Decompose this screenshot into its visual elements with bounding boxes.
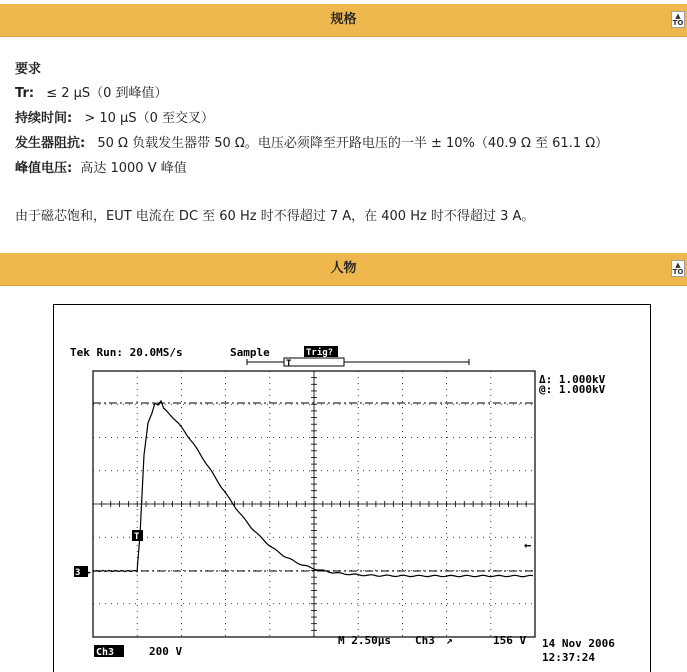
trigger-point-label: T xyxy=(134,532,140,542)
back-to-top-button-2[interactable]: ▲ TO xyxy=(672,261,684,276)
capture-time: 12:37:24 xyxy=(542,651,595,664)
ch-label: Ch3 xyxy=(96,647,115,658)
graticule xyxy=(93,371,535,637)
svg-text:►: ► xyxy=(86,568,92,578)
trigger-source: Ch3 xyxy=(415,634,435,647)
tr-value: ≤ 2 µS（0 到峰值） xyxy=(46,86,168,101)
peak-voltage-label: 峰值电压: xyxy=(15,161,73,176)
trig-label: Trig? xyxy=(306,348,334,358)
ch3-marker-label: 3 xyxy=(75,568,81,578)
figure-section-title: 人物 xyxy=(330,261,357,276)
trigger-level-arrow: ← xyxy=(524,538,532,552)
duration-row xyxy=(15,107,214,126)
scope-mode: Sample xyxy=(230,346,270,359)
at-readout: @: 1.000kV xyxy=(539,383,606,396)
spec-section-header xyxy=(0,4,687,37)
tr-row xyxy=(15,82,168,101)
ch-scale: 200 V xyxy=(149,645,183,658)
duration-value: > 10 µS（0 至交叉） xyxy=(84,111,214,126)
trigger-level: 156 V xyxy=(493,634,527,647)
spec-section-title: 规格 xyxy=(330,12,357,27)
peak-voltage-row xyxy=(15,157,187,176)
oscilloscope-figure xyxy=(53,304,651,672)
trigger-edge-icon: ↗ xyxy=(446,634,453,647)
peak-voltage-value: 高达 1000 V 峰值 xyxy=(80,161,187,176)
capture-date: 14 Nov 2006 xyxy=(542,637,615,650)
requirements-heading: 要求 xyxy=(15,62,42,77)
delta-readout: Δ: 1.000kV xyxy=(539,373,606,386)
trig-position-marker: T xyxy=(286,359,292,369)
saturation-note: 由于磁芯饱和，EUT 电流在 DC 至 60 Hz 时不得超过 7 A，在 400 Hz 时不得超过 3 A。 xyxy=(15,209,535,224)
oscilloscope-screen xyxy=(54,305,651,672)
figure-section-header xyxy=(0,253,687,286)
impedance-label: 发生器阻抗: xyxy=(15,136,86,151)
scope-header: Tek Run: 20.0MS/s xyxy=(70,346,183,359)
timebase-readout: M 2.50µs xyxy=(338,634,391,647)
tr-label: Tr: xyxy=(15,86,35,101)
impedance-row xyxy=(15,132,608,151)
impedance-value: 50 Ω 负载发生器带 50 Ω。电压必须降至开路电压的一半 ± 10%（40.9 Ω 至 61.1 Ω） xyxy=(97,136,609,151)
duration-label: 持续时间: xyxy=(15,111,73,126)
back-to-top-button[interactable]: ▲ TO xyxy=(672,12,684,27)
